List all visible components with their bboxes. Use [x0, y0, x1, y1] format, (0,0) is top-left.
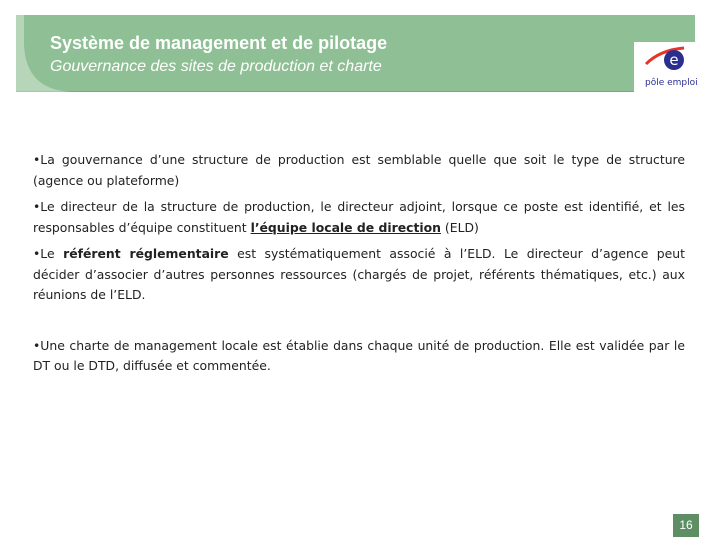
logo-letter: e — [669, 51, 679, 69]
bullet-paragraph-3 — [33, 244, 685, 306]
equipe-locale-link: l’équipe locale de direction — [250, 219, 441, 235]
slide-title: Système de management et de pilotage — [50, 33, 388, 53]
slide-body — [33, 150, 685, 383]
bullet-paragraph-1: •La gouvernance d’une structure de production est semblable quelle que soit le type de structure (agence ou plateforme) — [33, 152, 685, 188]
bullet-2-text-b: (ELD) — [440, 219, 479, 235]
page-number-badge: 16 — [673, 514, 699, 537]
pole-emploi-logo-icon — [640, 44, 688, 74]
logo-text: pôle emploi — [645, 78, 698, 88]
referent-reglementaire-text: référent réglementaire — [63, 246, 229, 261]
bullet-3-text-a: •Le — [33, 246, 64, 261]
bullet-3-text-b: est systématiquement associé à l’ELD. Le directeur d’agence peut décider d’associer d’autres personnes ressources (chargés de projet, référents thématiques, etc.) aux réunions de l’ELD. — [33, 246, 685, 302]
bullet-paragraph-4: •Une charte de management locale est établie dans chaque unité de production. Elle est validée par le DT ou le DTD, diffusée et commentée. — [33, 337, 685, 373]
bullet-2-text-a: •Le directeur de la structure de production, le directeur adjoint, lorsque ce poste est identifié, et les responsables d’équipe constituent — [33, 199, 685, 235]
bullet-paragraph-2 — [33, 197, 685, 238]
slide-subtitle: Gouvernance des sites de production et charte — [50, 58, 382, 75]
